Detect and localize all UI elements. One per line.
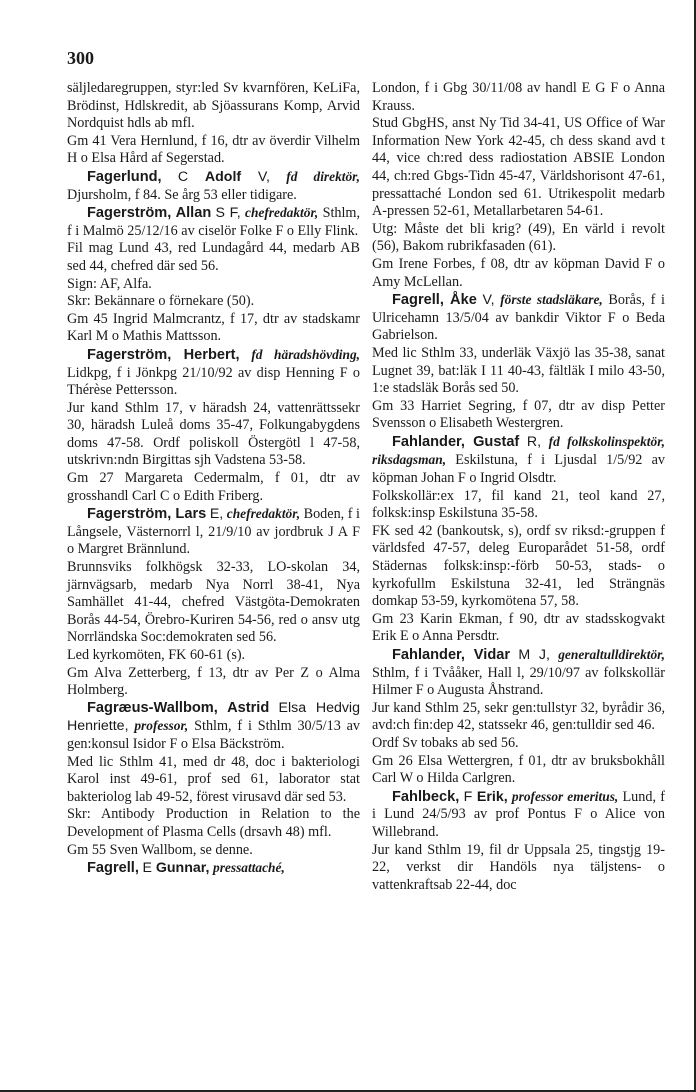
- entry-surname: Fahlander, Vidar: [392, 647, 511, 663]
- entry-details: Sthlm, f i Tvååker, Hall l, 29/10/97 av folkskollär Hilmer F o Augusta Åhstrand.: [372, 664, 665, 699]
- entry-details: Sthlm, f i Malmö 25/12/16 av ciselör Folke F o Elly Flink.: [67, 205, 361, 239]
- entry-paragraph: Gm Irene Forbes, f 08, dtr av köpman David F o Amy McLellan.: [372, 255, 665, 290]
- entry-given-names: R,: [526, 433, 542, 450]
- entry-surname: Fagræus-Wallbom, Astrid: [87, 699, 270, 716]
- entry-details: Eskilstuna, f i Ljusdal 1/5/92 av köpman Johan F o Ingrid Olsdtr.: [372, 452, 666, 487]
- entry-paragraph: Fil mag Lund 43, red Lundagård 44, medarb AB sed 44, chefred där sed 56.: [67, 240, 360, 274]
- entry-paragraph: Gm Alva Zetterberg, f 13, dtr av Per Z o Alma Holmberg.: [67, 664, 360, 699]
- entry-paragraph: Brunnsviks folkhögsk 32-33, LO-skolan 34, järnvägsarb, medarb Nya Norrl 38-41, Nya Samhället 41-44, chefred Västgöta-Demokraten Borås 44-54, Örebro-Kuriren 54-56, red o ansv utg Norrländska Soc:demokraten sed 56.: [67, 559, 360, 646]
- entry-surname: Fahlbeck,: [392, 788, 460, 805]
- entry-called-name: Adolf: [204, 168, 242, 185]
- entry-paragraph: Med lic Sthlm 33, underläk Växjö las 35-38, sanat Lugnet 39, bat:läk I 11 40-43, fältläk I milo 43-50, 1:e stadsläk Borås sed 50.: [372, 344, 665, 397]
- entry-given-names: C: [177, 168, 205, 185]
- entry-heading: [67, 859, 360, 878]
- entry-paragraph: Gm 23 Karin Ekman, f 90, dtr av stadsskogvakt Erik E o Anna Persdtr.: [372, 610, 665, 645]
- entry-paragraph: Skr: Antibody Production in Relation to the Development of Plasma Cells (drsavh 48) mfl.: [67, 806, 360, 840]
- entry-given-names: V,: [482, 292, 495, 309]
- entry-paragraph: Gm 55 Sven Wallbom, se denne.: [67, 841, 253, 858]
- entry-given-suffix: V,: [241, 168, 270, 185]
- page-number: 300: [67, 48, 94, 68]
- entry-heading: [372, 291, 665, 345]
- entry-paragraph: Med lic Sthlm 41, med dr 48, doc i bakteriologi Karol inst 49-61, prof sed 61, laborator stat bakteriolog lab 49-52, förest virusavd där sed 53.: [67, 753, 360, 805]
- entry-given-names: E,: [209, 506, 224, 523]
- entry-title: fd folkskolinspektör, riksdagsman,: [372, 433, 666, 468]
- continued-text: London, f i Gbg 30/11/08 av handl E G F o Anna Krauss.: [372, 80, 665, 114]
- entry-paragraph: Gm 27 Margareta Cedermalm, f 01, dtr av grosshandl Carl C o Edith Friberg.: [67, 470, 360, 504]
- entry-paragraph: Led kyrkomöten, FK 60-61 (s).: [67, 647, 246, 663]
- entry-details: Djursholm, f 84. Se årg 53 eller tidigare.: [67, 186, 297, 203]
- entry-heading: [67, 204, 360, 240]
- entry-heading: [372, 788, 665, 842]
- right-column: [372, 80, 665, 894]
- entry-given-names: F: [463, 788, 477, 805]
- entry-title: fd häradshövding,: [251, 346, 361, 362]
- entry-title: professor,: [134, 718, 189, 734]
- entry-surname: Fagrell, Åke: [392, 292, 477, 309]
- entry-surname: Fagerström, Allan: [87, 205, 212, 222]
- entry-called-name: Erik,: [476, 788, 508, 805]
- entry-paragraph: Utg: Måste det bli krig? (49), En värld i revolt (56), Bakom rubrikfasaden (61).: [372, 220, 665, 255]
- entry-heading: [372, 646, 665, 700]
- entry-surname: Fagerlund,: [87, 168, 162, 185]
- entry-paragraph: Gm 26 Elsa Wettergren, f 01, dtr av bruksbokhåll Carl W o Hilda Carlgren.: [372, 752, 665, 787]
- entry-paragraph: Gm 45 Ingrid Malmcrantz, f 17, dtr av stadskamr Karl M o Mathis Mattsson.: [67, 310, 360, 345]
- entry-surname: Fagerström, Herbert,: [87, 346, 240, 363]
- entry-paragraph: Folkskollär:ex 17, fil kand 21, teol kand 27, folksk:insp Eskilstuna 35-58.: [372, 487, 665, 522]
- entry-called-name: Gunnar,: [155, 860, 210, 877]
- entry-details: Boden, f i Långsele, Västernorrl l, 21/9/10 av jordbruk J A F o Margret Brännlund.: [67, 506, 360, 558]
- entry-paragraph: Ordf Sv tobaks ab sed 56.: [372, 734, 519, 751]
- entry-given-names: M J,: [518, 647, 550, 663]
- entry-heading: [372, 433, 665, 488]
- entry-details: Sthlm, f i Sthlm 30/5/13 av gen:konsul Isidor F o Elsa Bäckström.: [67, 718, 361, 752]
- entry-paragraph: FK sed 42 (bankoutsk, s), ordf sv riksd:-gruppen f världsfed 47-57, deleg Europarådet 51-58, ordf Städernas folksk:insp:-förb 50-53, stads- o kyrkofullm Eskilstuna 32-41, led Strängnäs domkap 53-59, kyrkomötena 57, 58.: [372, 522, 665, 610]
- entry-heading: [67, 700, 360, 754]
- entry-given-names: S F,: [215, 205, 241, 222]
- entry-paragraph: Skr: Bekännare o förnekare (50).: [67, 293, 255, 310]
- continued-text: säljledaregruppen, styr:led Sv kvarnfören, KeLiFa, Brödinst, Hdlskredit, ab Sjöassurans Komp, Arvid Nordquist hdls ab mfl.: [67, 80, 360, 132]
- entry-paragraph: Gm 33 Harriet Segring, f 07, dtr av disp Petter Svensson o Elisabeth Westergren.: [372, 397, 665, 432]
- entry-surname: Fagrell,: [87, 860, 139, 877]
- entry-title: professor emeritus,: [511, 788, 619, 804]
- entry-heading: [67, 346, 360, 400]
- entry-title: fd direktör,: [286, 168, 360, 184]
- entry-title: chefredaktör,: [226, 506, 301, 522]
- left-column: [67, 80, 360, 878]
- entry-title: generaltulldirektör,: [558, 647, 665, 662]
- entry-paragraph: Jur kand Sthlm 19, fil dr Uppsala 25, tingstjg 19-22, verkst dir Handöls nya täljstens- o vattenkraftsab 22-44, doc: [372, 841, 665, 893]
- entry-title: chefredaktör,: [245, 205, 319, 221]
- entry-paragraph: Stud GbgHS, anst Ny Tid 34-41, US Office of War Information New York 42-45, ch dess skand avd t 44, vice ch:red dess radiostation ABSIE London 44, ch:red Gbgs-Tidn 45-47, Världshorisont 47-61, pressattaché London sed 61. Utrikespolit medarb A-pressen 52-61, Metallarbetaren 54-61.: [372, 115, 665, 220]
- entry-heading: [67, 168, 360, 204]
- entry-details: Borås, f i Ulricehamn 13/5/04 av bankdir Viktor F o Beda Gabrielson.: [372, 292, 665, 344]
- entry-paragraph: Sign: AF, Alfa.: [67, 275, 152, 292]
- entry-surname: Fahlander, Gustaf: [392, 433, 520, 450]
- entry-title: förste stadsläkare,: [500, 292, 603, 308]
- entry-details: Lund, f i Lund 24/5/93 av prof Pontus F o Alice von Willebrand.: [372, 788, 665, 840]
- entry-paragraph: Jur kand Sthlm 25, sekr gen:tullstyr 32, byrådir 36, avd:ch fin:dep 42, statssekr 46, gen:tulldir sed 46.: [372, 699, 665, 734]
- entry-heading: [67, 505, 360, 559]
- entry-given-names: E: [142, 860, 156, 877]
- entry-title: pressattaché,: [213, 860, 285, 876]
- entry-details: Lidkpg, f i Jönkpg 21/10/92 av disp Henning F o Thérèse Pettersson.: [67, 364, 360, 399]
- entry-given-names: Elsa Hedvig Henriette,: [67, 699, 360, 735]
- entry-surname: Fagerström, Lars: [87, 506, 207, 523]
- entry-paragraph: Gm 41 Vera Hernlund, f 16, dtr av överdir Vilhelm H o Elsa Hård af Segerstad.: [67, 132, 360, 167]
- entry-paragraph: Jur kand Sthlm 17, v häradsh 24, vattenrättssekr 30, häradsh Luleå doms 35-47, Folkungabygdens doms 47-58. Ordf poliskoll Östergötl l 47-58, utskrivn:ndn Birgittas sjh Vadstena 53-58.: [67, 399, 360, 469]
